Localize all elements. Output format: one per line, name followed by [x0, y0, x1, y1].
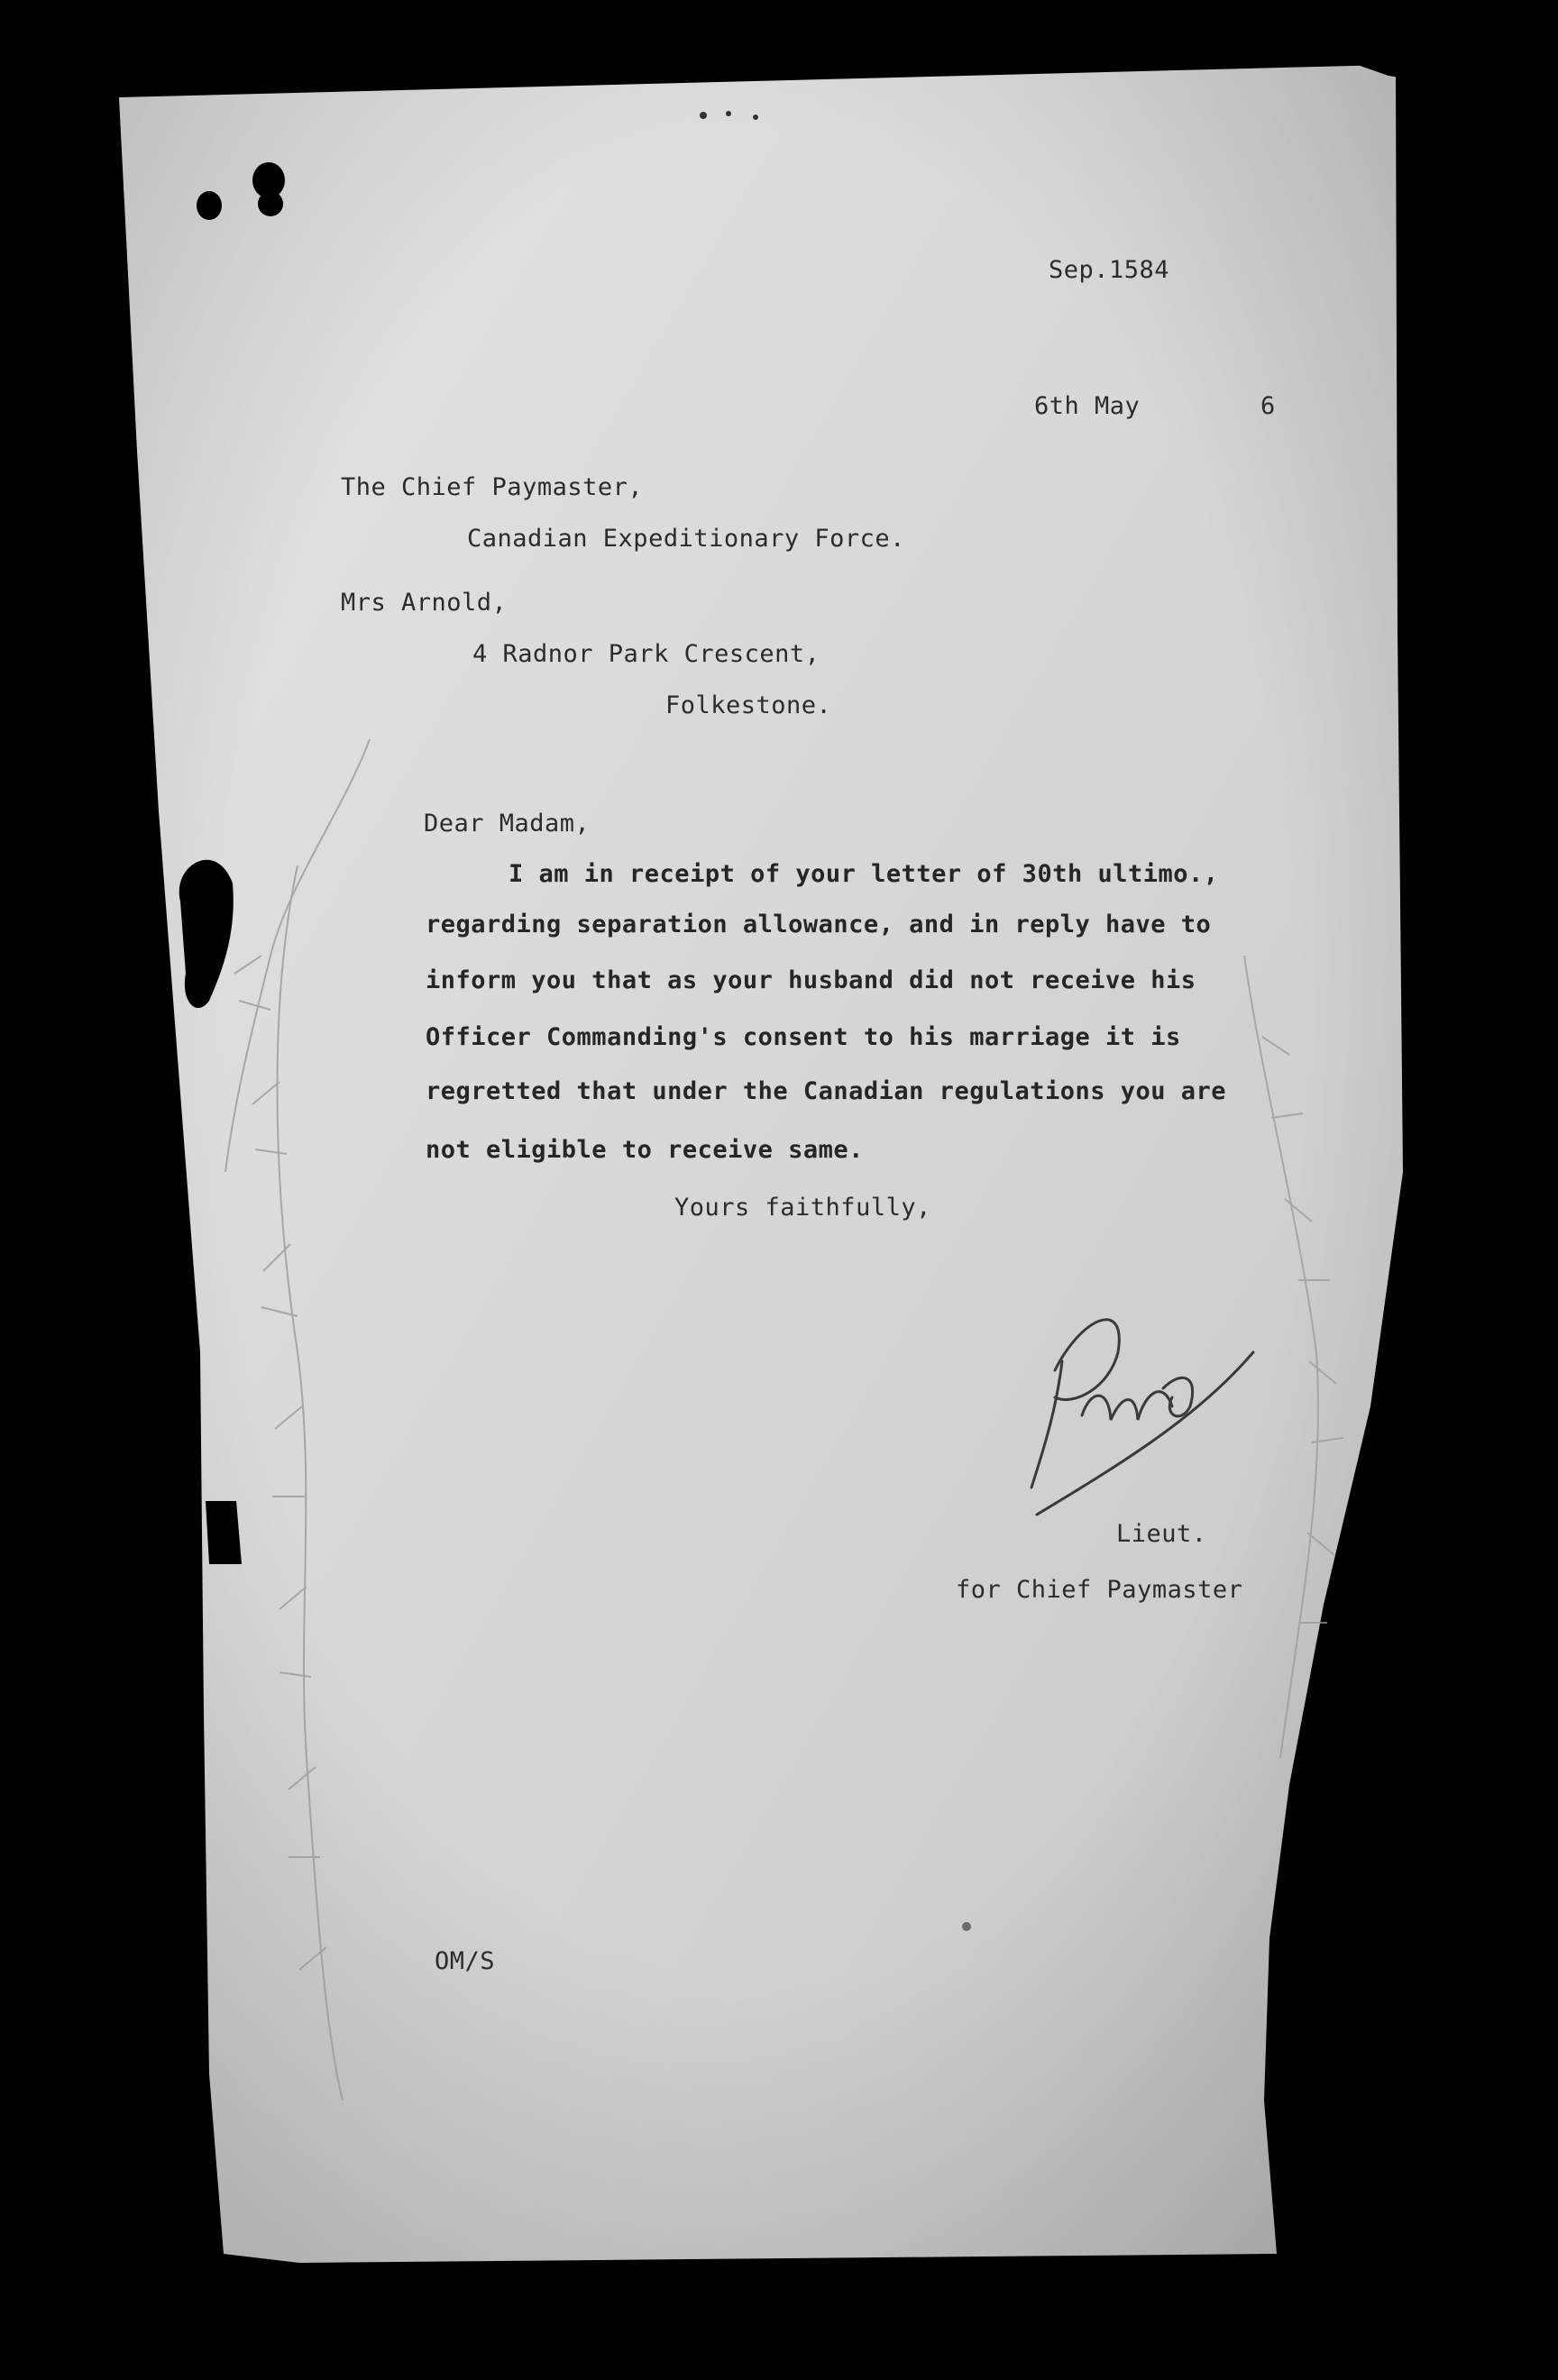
salutation: Dear Madam,: [424, 810, 591, 838]
body-line-5: regretted that under the Canadian regulations you are: [426, 1077, 1227, 1105]
body-line-6: not eligible to receive same.: [426, 1136, 864, 1164]
addressee-name: Mrs Arnold,: [341, 589, 508, 617]
signature-rank: Lieut.: [1116, 1520, 1207, 1548]
typist-initials: OM/S: [435, 1947, 496, 1975]
letter-date-year: 6: [1260, 392, 1276, 420]
body-line-3: inform you that as your husband did not receive his: [426, 966, 1196, 994]
recipient-line-1: The Chief Paymaster,: [341, 473, 644, 501]
recipient-line-2: Canadian Expeditionary Force.: [467, 525, 905, 553]
closing: Yours faithfully,: [674, 1194, 931, 1222]
signature-title: for Chief Paymaster: [956, 1576, 1243, 1604]
reference-number: Sep.1584: [1049, 256, 1170, 284]
letter-date: 6th May: [1034, 392, 1141, 420]
addressee-street: 4 Radnor Park Crescent,: [472, 640, 820, 668]
body-line-2: regarding separation allowance, and in reply have to: [426, 911, 1212, 938]
body-line-4: Officer Commanding's consent to his marriage it is: [426, 1023, 1181, 1051]
addressee-town: Folkestone.: [665, 691, 832, 719]
body-line-1: I am in receipt of your letter of 30th ultimo.,: [509, 860, 1219, 888]
